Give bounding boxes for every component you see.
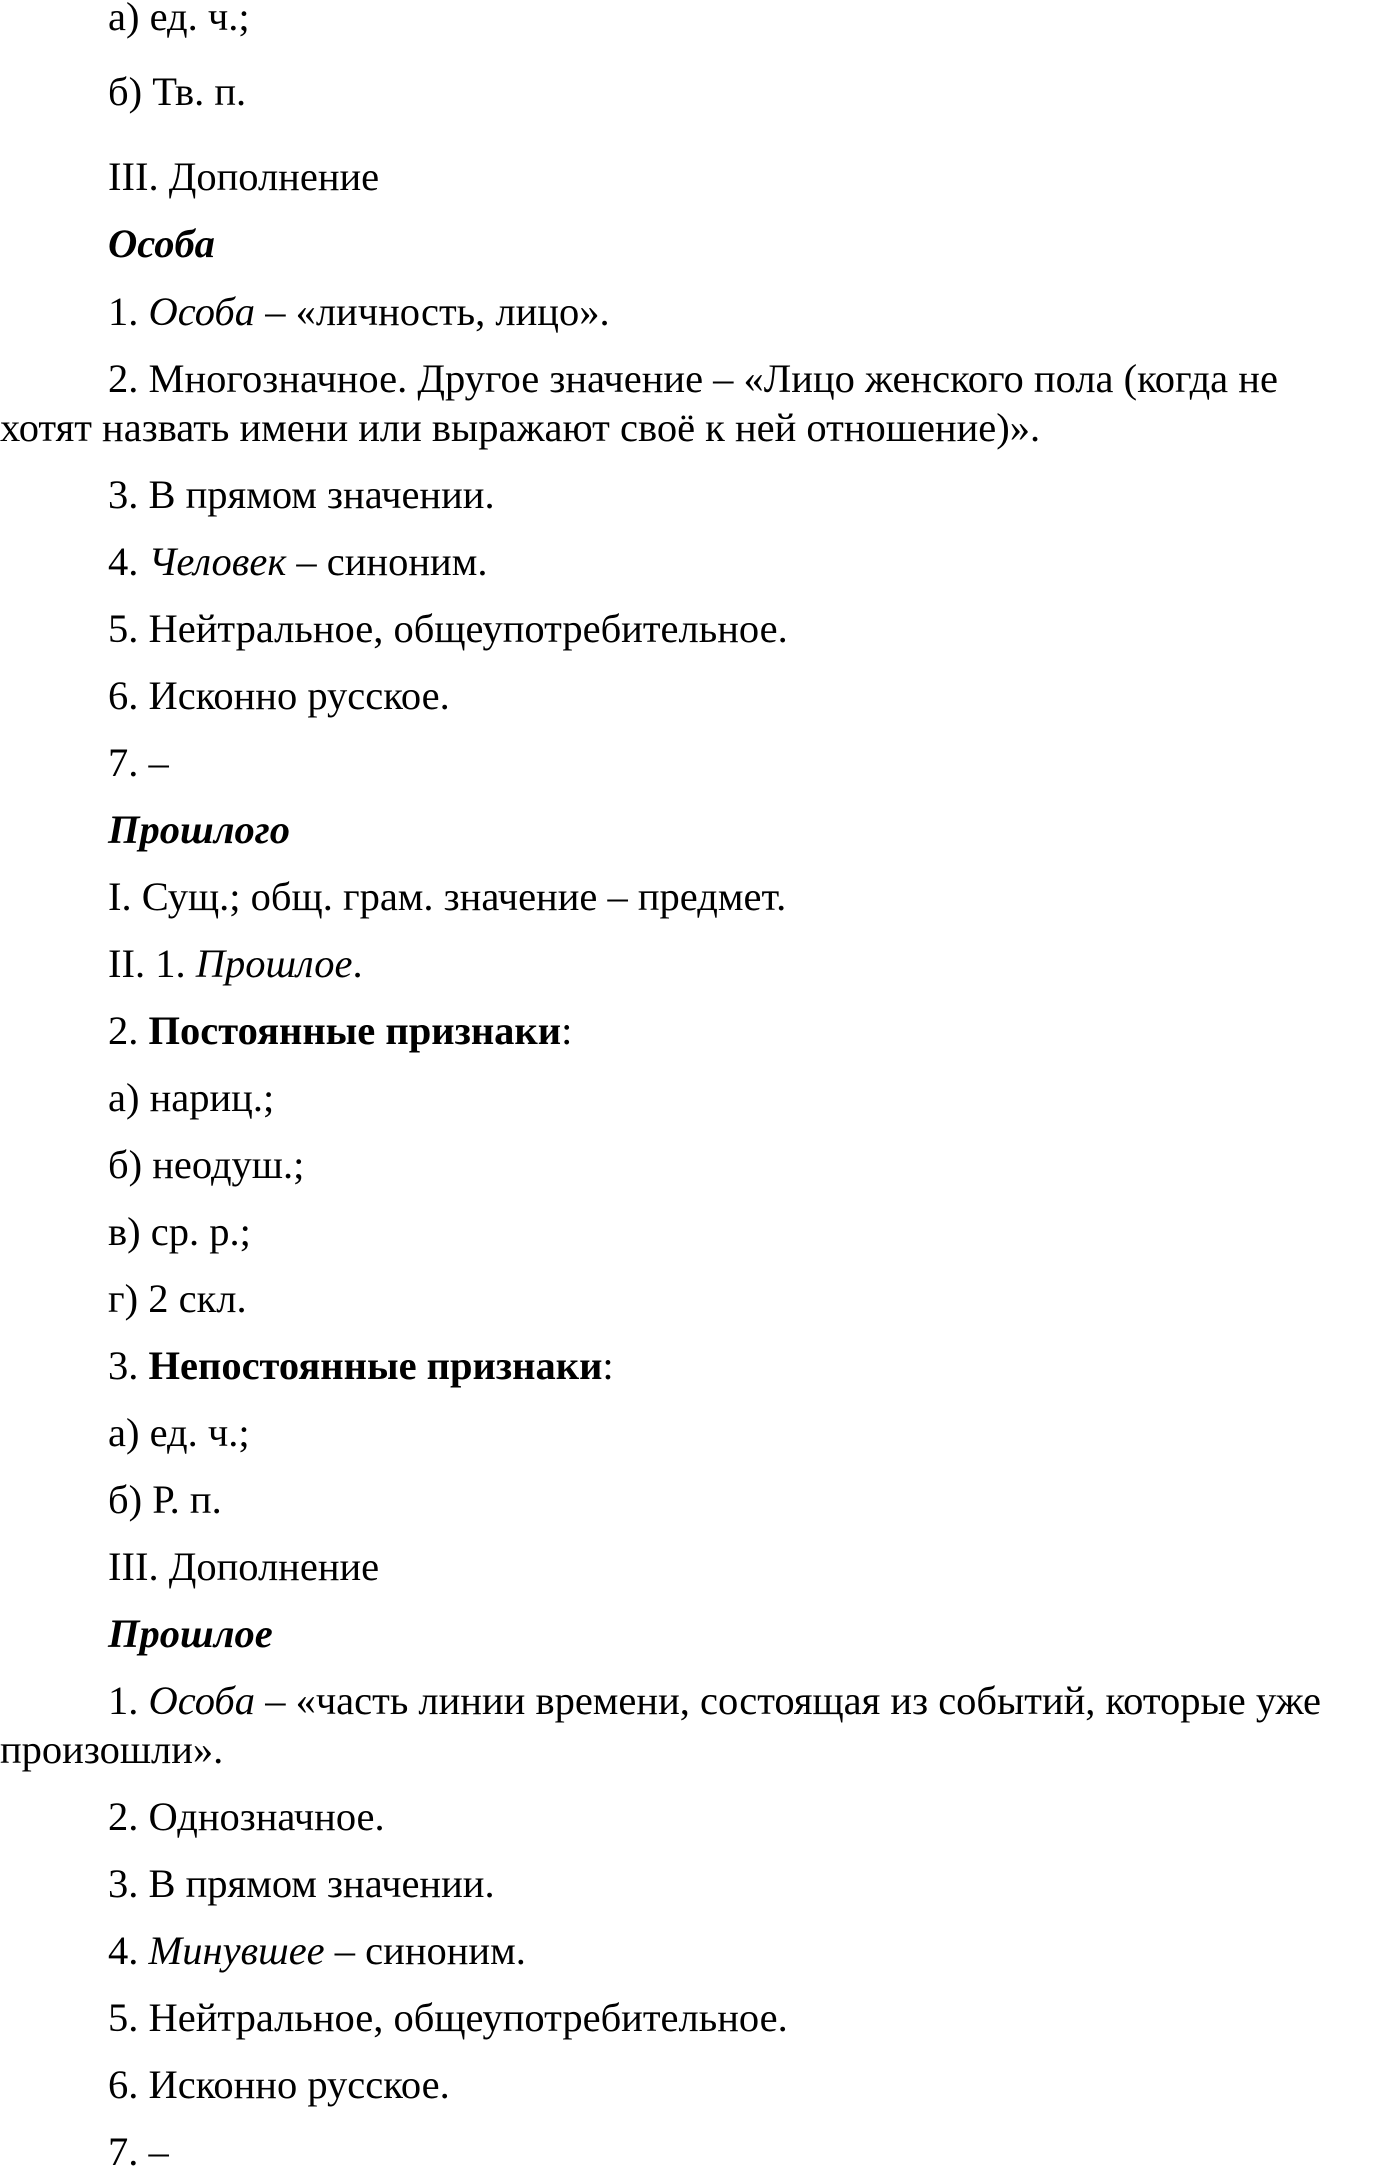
italic-word: Минувшее xyxy=(148,1928,325,1973)
text-line: а) ед. ч.; xyxy=(108,0,250,39)
text-line: 7. – xyxy=(108,740,169,785)
text-line: 4. Минувшее – синоним. xyxy=(108,1928,526,1973)
text-line: а) ед. ч.; xyxy=(108,1410,250,1455)
text-line: 3. В прямом значении. xyxy=(108,472,495,517)
italic-word: Человек xyxy=(148,539,287,584)
text-line: б) Р. п. xyxy=(108,1477,222,1522)
text-line: II. 1. Прошлое. xyxy=(108,941,363,986)
text-line: произошли». xyxy=(0,1727,224,1772)
text-line: 2. Многозначное. Другое значение – «Лицо женского пола (когда не xyxy=(108,356,1278,401)
text-line: 6. Исконно русское. xyxy=(108,673,450,718)
word-heading: Прошлого xyxy=(108,807,290,852)
text-line: в) ср. р.; xyxy=(108,1209,251,1254)
text-line: 5. Нейтральное, общеупотребительное. xyxy=(108,1995,788,2040)
italic-word: Особа xyxy=(148,289,256,334)
text-line: 6. Исконно русское. xyxy=(108,2062,450,2107)
word-heading: Особа xyxy=(108,221,215,266)
section-heading: III. Дополнение xyxy=(108,1544,380,1589)
word-heading: Прошлое xyxy=(108,1611,273,1656)
text-line: 1. Особа – «часть линии времени, состоящая из событий, которые уже xyxy=(108,1678,1321,1723)
text-line: 2. Однозначное. xyxy=(108,1794,385,1839)
text-line: хотят назвать имени или выражают своё к ней отношение)». xyxy=(0,405,1041,450)
text-line: 7. – xyxy=(108,2129,169,2174)
text-line: 3. В прямом значении. xyxy=(108,1861,495,1906)
text-line: I. Сущ.; общ. грам. значение – предмет. xyxy=(108,874,787,919)
text-line: г) 2 скл. xyxy=(108,1276,247,1321)
text-line: б) Тв. п. xyxy=(108,69,247,114)
text-line: а) нариц.; xyxy=(108,1075,275,1120)
text-line: б) неодуш.; xyxy=(108,1142,305,1187)
text-line: 5. Нейтральное, общеупотребительное. xyxy=(108,606,788,651)
section-heading: III. Дополнение xyxy=(108,154,380,199)
bold-term: Непостоянные признаки xyxy=(148,1343,603,1388)
italic-word: Особа xyxy=(148,1678,256,1723)
text-line: 4. Человек – синоним. xyxy=(108,539,488,584)
text-line: 2. Постоянные признаки: xyxy=(108,1008,573,1053)
italic-word: Прошлое xyxy=(195,941,353,986)
bold-term: Постоянные признаки xyxy=(148,1008,562,1053)
text-line: 3. Непостоянные признаки: xyxy=(108,1343,614,1388)
text-line: 1. Особа – «личность, лицо». xyxy=(108,289,610,334)
